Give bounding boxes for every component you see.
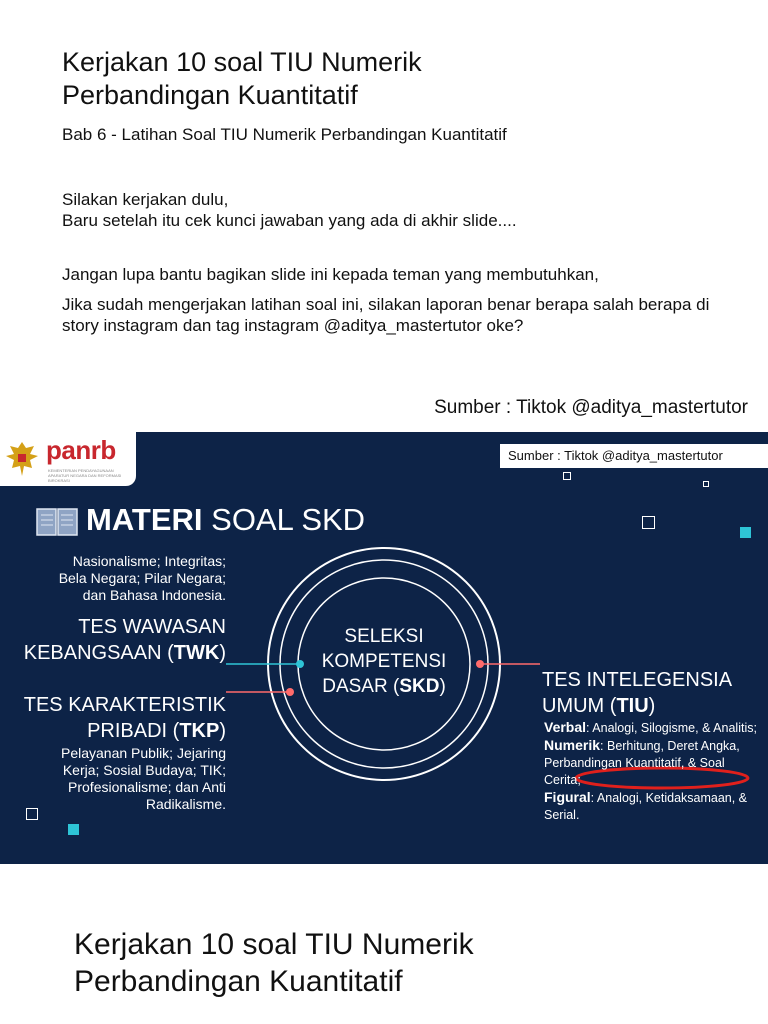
- source-label: Sumber : Tiktok @aditya_mastertutor: [434, 397, 748, 418]
- deco-square-outline: [26, 808, 38, 820]
- page-subtitle: Bab 6 - Latihan Soal TIU Numerik Perbandingan Kuantitatif: [62, 125, 507, 144]
- instruction-block-1: [62, 189, 517, 231]
- twk-desc-line: Bela Negara; Pilar Negara;: [58, 570, 226, 586]
- verbal-text: : Analogi, Silogisme, & Analitis;: [586, 721, 757, 735]
- tkp-description: [61, 745, 226, 813]
- page-title-line-1: Kerjakan 10 soal TIU Numerik: [62, 47, 422, 77]
- twk-title-line: TES WAWASAN: [78, 616, 226, 638]
- page-title-line-2: Perbandingan Kuantitatif: [62, 80, 358, 110]
- twk-title: [24, 614, 226, 666]
- skd-abbr: SKD: [399, 676, 440, 697]
- center-line: KOMPETENSI: [321, 651, 447, 672]
- center-line: SELEKSI: [344, 626, 424, 647]
- tiu-title-line: [542, 693, 732, 719]
- tiu-title-line: TES INTELEGENSIA: [542, 669, 733, 691]
- logo-text: panrb: [46, 435, 116, 465]
- footer-title-line-1: Kerjakan 10 soal TIU Numerik: [74, 928, 474, 961]
- twk-description: [59, 553, 226, 604]
- footer-title: [74, 926, 474, 1000]
- deco-square-small: [703, 481, 709, 487]
- twk-desc-line: dan Bahasa Indonesia.: [82, 587, 226, 603]
- tiu-numerik: [544, 737, 759, 789]
- tiu-figural: [544, 789, 759, 824]
- deco-square-small: [563, 472, 571, 480]
- garuda-icon: [4, 440, 40, 478]
- closing-paren: ): [648, 695, 656, 717]
- deco-square-outline: [642, 516, 655, 529]
- tkp-title-line: [24, 718, 226, 744]
- infographic-heading: [36, 502, 365, 538]
- twk-abbr: TWK: [173, 642, 220, 664]
- skd-infographic: [0, 432, 768, 864]
- tiu-title: [542, 667, 732, 719]
- instruction-line-3: Jangan lupa bantu bagikan slide ini kepada teman yang membutuhkan,: [62, 265, 599, 284]
- figural-text: : Analogi, Ketidaksamaan, & Serial.: [544, 791, 748, 822]
- tkp-abbr: TKP: [179, 720, 220, 742]
- tkp-desc-line: Radikalisme.: [145, 796, 226, 812]
- closing-paren: ): [219, 720, 226, 742]
- numerik-label: Numerik: [544, 737, 601, 753]
- footer-title-line-2: Perbandingan Kuantitatif: [74, 965, 403, 998]
- tiu-abbr: TIU: [616, 695, 649, 717]
- twk-desc-line: Nasionalisme; Integritas;: [72, 553, 226, 569]
- heading-rest: SOAL SKD: [202, 502, 366, 537]
- tkp-desc-line: Kerja; Sosial Budaya; TIK;: [62, 762, 226, 778]
- source-box: Sumber : Tiktok @aditya_mastertutor: [500, 444, 768, 468]
- instruction-line-1: Silakan kerjakan dulu,: [62, 190, 229, 209]
- tkp-title-text: PRIBADI (: [87, 720, 180, 742]
- logo-subtext: KEMENTERIAN PENDAYAGUNAAN APARATUR NEGARA DAN REFORMASI BIROKRASI: [48, 468, 122, 483]
- tkp-title-line: TES KARAKTERISTIK: [23, 694, 226, 716]
- tkp-desc-line: Pelayanan Publik; Jejaring: [61, 745, 226, 761]
- tiu-title-text: UMUM (: [542, 695, 617, 717]
- deco-square-teal: [68, 824, 79, 835]
- closing-paren: ): [439, 676, 446, 697]
- page-title: [62, 46, 422, 112]
- deco-square-teal: [740, 527, 751, 538]
- center-text: DASAR (: [322, 676, 400, 697]
- tiu-description: [544, 719, 759, 824]
- instruction-line-2: Baru setelah itu cek kunci jawaban yang ada di akhir slide....: [62, 211, 517, 230]
- center-line: [300, 674, 468, 699]
- figural-label: Figural: [544, 789, 591, 805]
- verbal-label: Verbal: [544, 719, 587, 735]
- panrb-logo: [0, 432, 136, 486]
- tiu-verbal: [544, 719, 759, 737]
- twk-title-text: KEBANGSAAN (: [23, 642, 174, 664]
- twk-title-line: [24, 640, 226, 666]
- tkp-desc-line: Profesionalisme; dan Anti: [68, 779, 226, 795]
- instruction-line-4: Jika sudah mengerjakan latihan soal ini, silakan laporan benar berapa salah berapa di story instagram dan tag instagram @aditya_mastertutor oke?: [62, 295, 710, 335]
- tkp-title: [24, 692, 226, 744]
- closing-paren: ): [219, 642, 226, 664]
- skd-center-label: [300, 624, 468, 699]
- book-icon: [36, 507, 78, 537]
- numerik-text: : Berhitung, Deret Angka, Perbandingan Kuantitatif, & Soal Cerita;: [544, 739, 740, 787]
- heading-bold: MATERI: [86, 502, 203, 537]
